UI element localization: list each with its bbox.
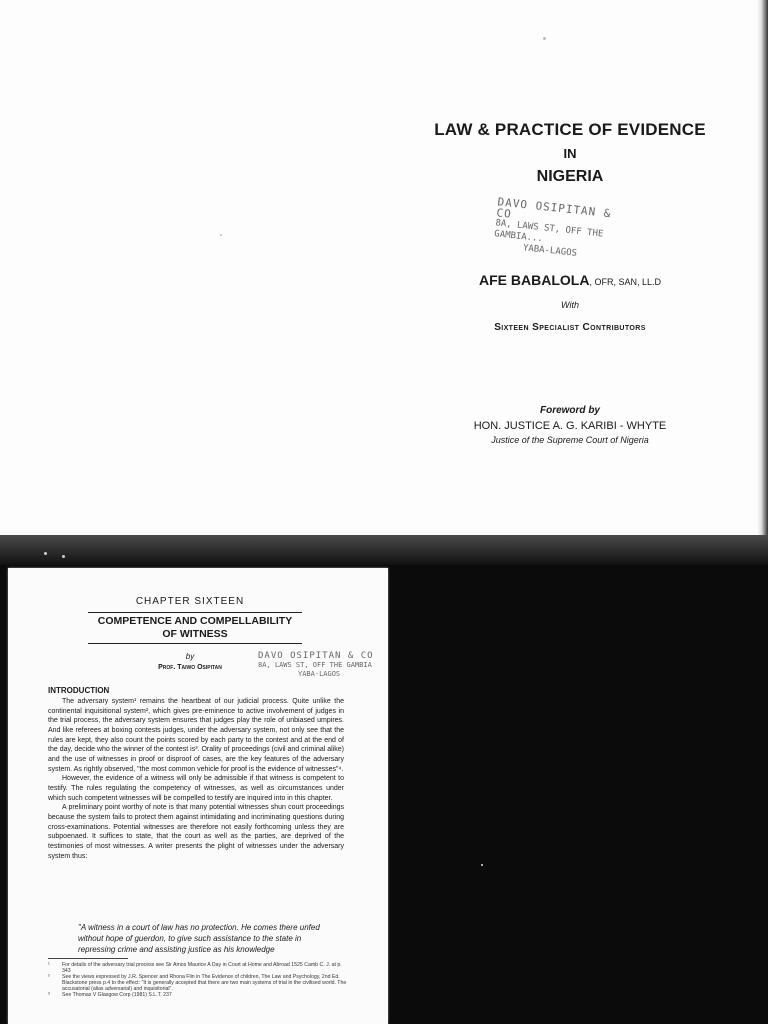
footnote-mark: ³ bbox=[48, 992, 50, 998]
with-label: With bbox=[561, 300, 579, 310]
stamp-line: YABA-LAGOS bbox=[522, 243, 578, 259]
footnote-rule bbox=[48, 958, 128, 959]
chapter-number: CHAPTER SIXTEEN bbox=[135, 596, 245, 607]
foreword-author-title: Justice of the Supreme Court of Nigeria bbox=[491, 435, 649, 445]
author-credentials: , OFR, SAN, LL.D bbox=[589, 277, 661, 287]
author-line bbox=[400, 272, 740, 288]
footnote-text: For details of the adversary trial process see Sir Amos Maurice A Day in Court at Home and Abroad 1525 Camb C. J. at p. 343 bbox=[62, 962, 342, 974]
footnote bbox=[48, 962, 348, 974]
scan-speck bbox=[481, 864, 483, 866]
stamp-line: DAVO OSIPITAN & CO bbox=[258, 651, 374, 661]
block-quote: "A witness in a court of law has no protection. He comes there unfed without hope of guerdon, to give such assistance to the state in repressing crime and assisting justice as his knowledge bbox=[78, 923, 320, 954]
footnote-text: See Thomas V Glasgow Corp (1981) S.L.T. 237 bbox=[62, 992, 172, 998]
footnote-text: See the views expressed by J.R. Spencer and Rhona Flin in The Evidence of children, The Law and Psychology, 2nd Ed. Blackstone press p.4 to the effect: "It is generally accepted that there are two main systems of trial in the civilised world. The accusatorial (alias adversarial) and inquisitorial". bbox=[62, 974, 347, 992]
book-title-in: IN bbox=[563, 146, 577, 161]
footnote bbox=[48, 974, 348, 992]
stamp-line: 8A, LAWS ST, OFF THE GAMBIA... bbox=[493, 218, 604, 245]
book-title: LAW & PRACTICE OF EVIDENCE bbox=[434, 120, 706, 139]
footnote bbox=[48, 992, 348, 998]
page-edge-shadow bbox=[757, 0, 768, 538]
stamp-line: 8A, LAWS ST, OFF THE GAMBIA bbox=[258, 661, 372, 669]
chapter-title-line: COMPETENCE AND COMPELLABILITY bbox=[97, 615, 293, 627]
title-rule-top bbox=[88, 612, 302, 613]
section-heading: INTRODUCTION bbox=[48, 686, 110, 695]
chapter-title-line: OF WITNESS bbox=[162, 628, 228, 640]
ownership-stamp bbox=[258, 652, 376, 679]
scan-speck bbox=[62, 555, 65, 558]
foreword-author: HON. JUSTICE A. G. KARIBI - WHYTE bbox=[473, 420, 667, 432]
scan-speck bbox=[543, 37, 546, 40]
footnote-mark: ¹ bbox=[48, 962, 50, 968]
body-text bbox=[48, 697, 344, 861]
stamp-line: DAVO OSIPITAN & CO bbox=[495, 195, 613, 221]
paragraph: A preliminary point worthy of note is that many potential witnesses shun court proceedings because the system fails to protect them against intimidating and incriminating questions during cross-examinations. Potential witnesses are therefore not easily forthcoming unless they are subpoenaed. It suffices to state, that the court as well as the parties, are deprived of the testimonies of most witnesses. A writer presents the plight of witnesses under the adversary system thus: bbox=[48, 804, 344, 860]
contributors-line: Sixteen Specialist Contributors bbox=[494, 322, 646, 333]
chapter-title bbox=[80, 615, 310, 641]
scan-speck bbox=[44, 552, 47, 555]
by-label: by bbox=[185, 652, 195, 661]
footnote-mark: ² bbox=[48, 974, 50, 980]
stamp-line: YABA-LAGOS bbox=[298, 670, 341, 678]
scan-speck bbox=[220, 234, 222, 236]
footnotes bbox=[48, 962, 348, 998]
title-rule-bottom bbox=[88, 643, 302, 644]
scan-shadow bbox=[0, 535, 768, 565]
foreword-label: Foreword by bbox=[539, 405, 600, 416]
book-title-country: NIGERIA bbox=[536, 168, 604, 185]
paragraph: The adversary system¹ remains the heartbeat of our judicial process. Quite unlike the continental inquisitional system², which gives pre-eminence to active involvement of judges in the trial process, the adversary system ensures that judges play the role of unbiased umpires. And like referees at boxing contests judges, under the adversary system, not only see that the rules are kept, they also count the points scored by each party to the contest and at the end of the day, decide who the winner of the contest is³. Orality of proceedings (civil and criminal alike) and the use of witnesses in proof or disproof of cases, are the key features of the adversary system. As rightly observed, "the most common vehicle for proof is the evidence of witnesses"⁴. bbox=[48, 698, 344, 773]
author-name: AFE BABALOLA bbox=[479, 272, 590, 288]
paragraph: However, the evidence of a witness will only be admissible if that witness is competent to testify. The rules regulating the competency of witnesses, as well as circumstances under which such competent witnesses will be compelled to testify are inquired into in this chapter. bbox=[48, 775, 344, 802]
chapter-author: Prof. Taiwo Osipitan bbox=[158, 664, 222, 671]
